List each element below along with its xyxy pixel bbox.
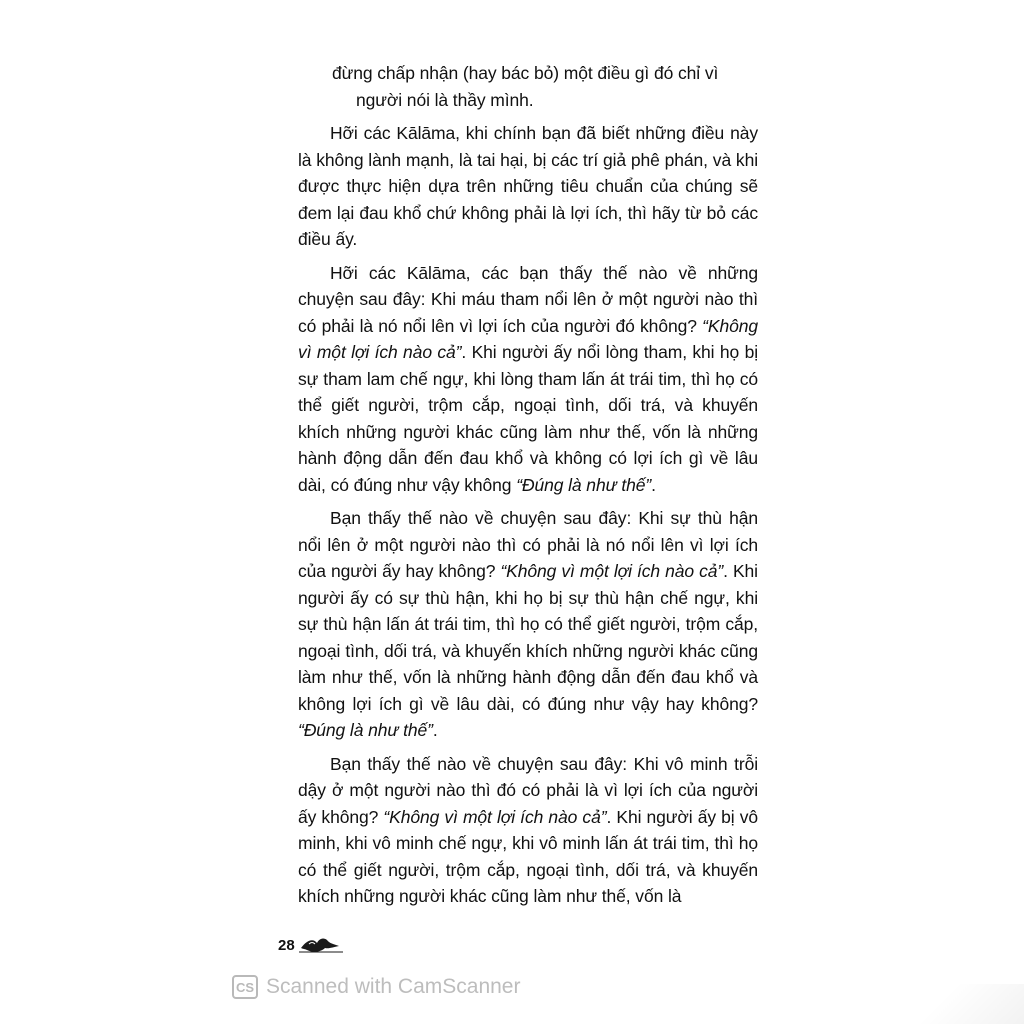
- quoted-answer: “Không vì một lợi ích nào cả”: [500, 561, 724, 581]
- camscanner-watermark: [232, 975, 520, 999]
- camscanner-logo-icon: CS: [232, 975, 258, 999]
- paragraph: [298, 120, 758, 253]
- paragraph: [298, 505, 758, 744]
- page-text: [298, 60, 758, 917]
- quoted-answer: “Không vì một lợi ích nào cả”: [298, 315, 758, 362]
- quoted-answer: “Không vì một lợi ích nào cả”: [383, 806, 607, 827]
- paragraph-line: người nói là thầy mình.: [356, 89, 534, 110]
- paragraph-line: đừng chấp nhận (hay bác bỏ) một điều gì đó chỉ vì: [332, 63, 719, 83]
- paragraph-text: .: [651, 474, 656, 495]
- paragraph-text: Hỡi các Kālāma, khi chính bạn đã biết những điều này là không lành mạnh, là tai hại, bị các trí giả phê phán, và khi được thực hiện dựa trên những tiêu chuẩn của chúng sẽ đem lại đau khổ chứ không phải là lợi ích, thì hãy từ bỏ các điều ấy.: [298, 123, 758, 249]
- paragraph: [298, 260, 758, 499]
- quoted-answer: “Đúng là như thế”: [516, 474, 652, 495]
- paragraph-text: Bạn thấy thế nào về chuyện sau đây: Khi sự thù hận nổi lên ở một người nào thì có phải là nó nổi lên vì lợi ích của người ấy hay không?: [298, 508, 758, 581]
- paragraph-text: . Khi người ấy có sự thù hận, khi họ bị sự thù hận chế ngự, khi sự thù hận lấn át trái tim, thì họ có thể giết người, trộm cắp, ngoại tình, dối trá, và khuyến khích những người khác cũng làm như thế, vốn là những hành động dẫn đến đau khổ và không lợi ích gì về lâu dài, có đúng như vậy hay không?: [298, 561, 758, 714]
- paragraph-text: Bạn thấy thế nào về chuyện sau đây: Khi vô minh trỗi dậy ở một người nào thì đó có phải là vì lợi ích của người ấy không?: [298, 753, 758, 827]
- quoted-answer: “Đúng là như thế”: [298, 720, 433, 740]
- watermark-text: Scanned with CamScanner: [266, 975, 521, 998]
- bird-ornament-icon: [299, 934, 343, 956]
- paragraph-continued: [298, 60, 758, 113]
- page-footer: [278, 934, 343, 956]
- paragraph-text: Hỡi các Kālāma, các bạn thấy thế nào về những chuyện sau đây: Khi máu tham nổi lên ở một người nào thì có phải là nó nổi lên vì lợi ích của người đó không?: [298, 262, 758, 336]
- page-number: 28: [278, 936, 295, 954]
- paragraph-text: . Khi người ấy nổi lòng tham, khi họ bị sự tham lam chế ngự, khi lòng tham lấn át trái tim, thì họ có thể giết người, trộm cắp, ngoại tình, dối trá, và khuyến khích những người khác cũng làm như thế, vốn là những hành động dẫn đến đau khổ và không có lợi ích gì về lâu dài, có đúng như vậy không: [298, 342, 758, 495]
- paragraph-text: .: [432, 720, 438, 740]
- paragraph-text: . Khi người ấy bị vô minh, khi vô minh chế ngự, khi vô minh lấn át trái tim, thì họ có thể giết người, trộm cắp, ngoại tình, dối trá, và khuyến khích những người khác cũng làm như thế, vốn là: [298, 806, 758, 906]
- paragraph: [298, 751, 758, 910]
- page-edge-shadow: [884, 984, 1024, 1024]
